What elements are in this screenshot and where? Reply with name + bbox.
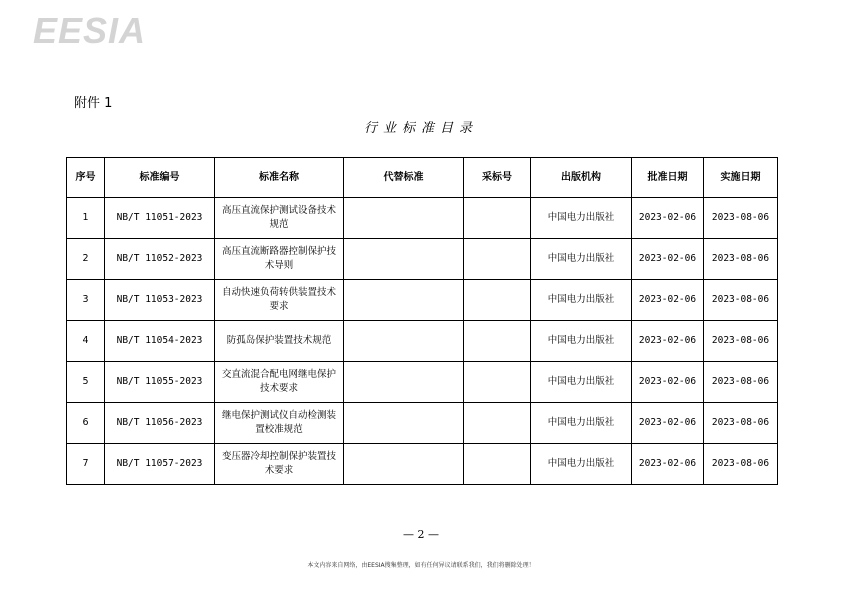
cell-replace — [344, 362, 464, 403]
cell-no: 1 — [67, 198, 105, 239]
cell-code: NB/T 11053-2023 — [105, 280, 215, 321]
table-row — [67, 198, 778, 239]
cell-approve-date: 2023-02-06 — [632, 280, 704, 321]
cell-publisher: 中国电力出版社 — [531, 444, 632, 485]
header-approve-date: 批准日期 — [632, 158, 704, 198]
cell-code: NB/T 11056-2023 — [105, 403, 215, 444]
table-row — [67, 239, 778, 280]
cell-replace — [344, 444, 464, 485]
cell-replace — [344, 403, 464, 444]
cell-publisher: 中国电力出版社 — [531, 239, 632, 280]
cell-publisher: 中国电力出版社 — [531, 362, 632, 403]
cell-code: NB/T 11055-2023 — [105, 362, 215, 403]
cell-adopt — [464, 321, 531, 362]
cell-implement-date: 2023-08-06 — [704, 362, 778, 403]
cell-adopt — [464, 444, 531, 485]
cell-approve-date: 2023-02-06 — [632, 321, 704, 362]
table-header-row — [67, 158, 778, 198]
header-publisher: 出版机构 — [531, 158, 632, 198]
cell-no: 4 — [67, 321, 105, 362]
cell-implement-date: 2023-08-06 — [704, 280, 778, 321]
cell-name: 变压器冷却控制保护装置技术要求 — [215, 444, 344, 485]
standards-table — [66, 157, 778, 485]
cell-no: 5 — [67, 362, 105, 403]
cell-no: 6 — [67, 403, 105, 444]
header-adopt: 采标号 — [464, 158, 531, 198]
cell-name: 交直流混合配电网继电保护技术要求 — [215, 362, 344, 403]
header-code: 标准编号 — [105, 158, 215, 198]
cell-publisher: 中国电力出版社 — [531, 321, 632, 362]
cell-approve-date: 2023-02-06 — [632, 239, 704, 280]
cell-no: 7 — [67, 444, 105, 485]
cell-name: 高压直流保护测试设备技术规范 — [215, 198, 344, 239]
table-row — [67, 280, 778, 321]
cell-implement-date: 2023-08-06 — [704, 321, 778, 362]
cell-adopt — [464, 362, 531, 403]
footer-disclaimer: 本文内容来自网络，由EESIA搜集整理，如有任何异议请联系我们，我们将删除处理！ — [307, 562, 535, 569]
page-number: — 2 — — [403, 528, 439, 541]
cell-adopt — [464, 198, 531, 239]
table-row — [67, 321, 778, 362]
document-title: 行业标准目录 — [363, 121, 478, 136]
cell-replace — [344, 239, 464, 280]
cell-code: NB/T 11052-2023 — [105, 239, 215, 280]
cell-code: NB/T 11057-2023 — [105, 444, 215, 485]
cell-replace — [344, 321, 464, 362]
table-row — [67, 403, 778, 444]
table-row — [67, 444, 778, 485]
header-replace: 代替标准 — [344, 158, 464, 198]
cell-approve-date: 2023-02-06 — [632, 198, 704, 239]
cell-code: NB/T 11051-2023 — [105, 198, 215, 239]
cell-implement-date: 2023-08-06 — [704, 198, 778, 239]
eesia-logo: EESIA — [33, 10, 147, 51]
cell-replace — [344, 280, 464, 321]
cell-adopt — [464, 280, 531, 321]
cell-adopt — [464, 403, 531, 444]
cell-replace — [344, 198, 464, 239]
cell-publisher: 中国电力出版社 — [531, 198, 632, 239]
cell-name: 防孤岛保护装置技术规范 — [215, 321, 344, 362]
cell-implement-date: 2023-08-06 — [704, 239, 778, 280]
table-row — [67, 362, 778, 403]
cell-publisher: 中国电力出版社 — [531, 403, 632, 444]
cell-no: 2 — [67, 239, 105, 280]
cell-name: 继电保护测试仪自动检测装置校准规范 — [215, 403, 344, 444]
cell-approve-date: 2023-02-06 — [632, 362, 704, 403]
cell-code: NB/T 11054-2023 — [105, 321, 215, 362]
cell-name: 自动快速负荷转供装置技术要求 — [215, 280, 344, 321]
header-name: 标准名称 — [215, 158, 344, 198]
cell-no: 3 — [67, 280, 105, 321]
cell-approve-date: 2023-02-06 — [632, 444, 704, 485]
cell-publisher: 中国电力出版社 — [531, 280, 632, 321]
header-implement-date: 实施日期 — [704, 158, 778, 198]
cell-name: 高压直流断路器控制保护技术导则 — [215, 239, 344, 280]
cell-implement-date: 2023-08-06 — [704, 403, 778, 444]
cell-adopt — [464, 239, 531, 280]
cell-implement-date: 2023-08-06 — [704, 444, 778, 485]
attachment-label: 附件 1 — [74, 96, 113, 111]
cell-approve-date: 2023-02-06 — [632, 403, 704, 444]
header-no: 序号 — [67, 158, 105, 198]
